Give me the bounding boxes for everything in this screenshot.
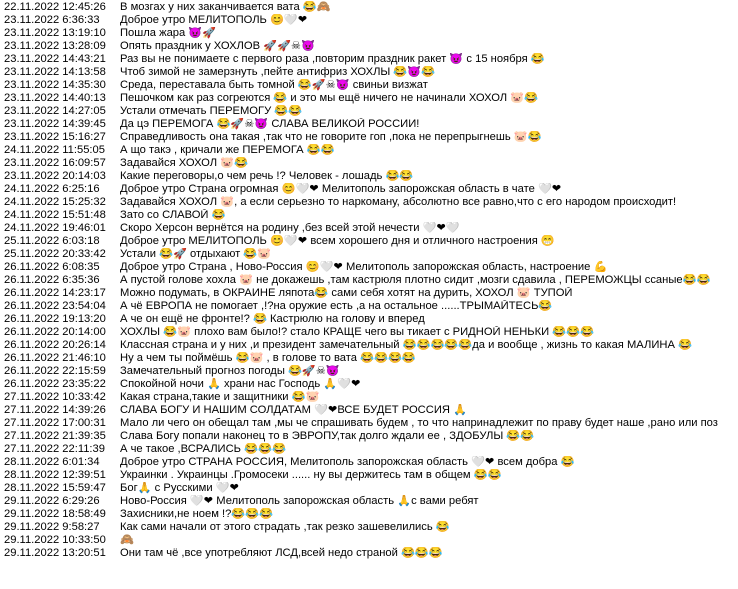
message-timestamp: 24.11.2022 19:46:01 bbox=[4, 222, 106, 234]
message-row bbox=[4, 144, 734, 157]
message-text: Задавайся ХОХОЛ 🐷, а если серьезно то наркоману, абсолютно все равно,что с его народом происходит! bbox=[120, 196, 677, 208]
message-row bbox=[4, 105, 734, 118]
message-text: Задавайся ХОХОЛ 🐷😂 bbox=[120, 157, 249, 169]
message-text: Бог🙏 с Русскими 🤍❤ bbox=[120, 482, 239, 494]
message-timestamp: 23.11.2022 14:35:30 bbox=[4, 79, 106, 91]
message-row bbox=[4, 53, 734, 66]
message-row bbox=[4, 352, 734, 365]
message-timestamp: 23.11.2022 15:16:27 bbox=[4, 131, 106, 143]
message-text: ХОХЛЫ 😂🐷 плохо вам было!? стало КРАЩЕ чего вы тикает с РИДНОЙ НЕНЬКИ 😂😂😂 bbox=[120, 326, 595, 338]
message-row bbox=[4, 404, 734, 417]
message-text: Доброе утро Страна , Ново-Россия 😊🤍❤ Мелитополь запорожская область, настроение 💪 bbox=[120, 261, 608, 273]
message-timestamp: 23.11.2022 13:28:09 bbox=[4, 40, 106, 52]
message-timestamp: 27.11.2022 14:39:26 bbox=[4, 404, 106, 416]
message-timestamp: 26.11.2022 22:15:59 bbox=[4, 365, 106, 377]
message-timestamp: 27.11.2022 22:11:39 bbox=[4, 443, 105, 455]
message-row bbox=[4, 287, 734, 300]
message-text: Раз вы не понимаете с первого раза ,повторим праздник ракет 😈 с 15 ноября 😂 bbox=[120, 53, 545, 65]
message-timestamp: 27.11.2022 17:00:31 bbox=[4, 417, 106, 429]
message-text: Опять праздник у ХОХЛОВ 🚀🚀☠😈 bbox=[120, 40, 315, 52]
message-text: Доброе утро МЕЛИТОПОЛЬ 😊🤍❤ всем хорошего дня и отличного настроения 😁 bbox=[120, 235, 555, 247]
message-row bbox=[4, 339, 734, 352]
message-text: 🙈 bbox=[120, 534, 134, 546]
message-row bbox=[4, 183, 734, 196]
message-timestamp: 27.11.2022 10:33:42 bbox=[4, 391, 106, 403]
message-timestamp: 27.11.2022 21:39:35 bbox=[4, 430, 106, 442]
message-text: СЛАВА БОГУ И НАШИМ СОЛДАТАМ 🤍❤ВСЕ БУДЕТ РОССИЯ 🙏 bbox=[120, 404, 467, 416]
message-text: Пешочком как раз согреются 😂 и это мы ещё ничего не начинали ХОХОЛ 🐷😂 bbox=[120, 92, 539, 104]
message-row bbox=[4, 456, 734, 469]
message-text: Зато со СЛАВОЙ 😂 bbox=[120, 209, 226, 221]
message-text: А чё ЕВРОПА не помогает ,!?на оружие есть ,а на остальное ......ТРЫМАЙТЕСЬ😂 bbox=[120, 300, 553, 312]
message-row bbox=[4, 508, 734, 521]
message-timestamp: 26.11.2022 6:35:36 bbox=[4, 274, 100, 286]
message-text: Ну а чем ты поймёшь 😂🐷 , в голове то вата 😂😂😂😂 bbox=[120, 352, 416, 364]
message-timestamp: 23.11.2022 20:14:03 bbox=[4, 170, 106, 182]
message-row bbox=[4, 40, 734, 53]
message-row bbox=[4, 248, 734, 261]
message-text: А пустой голове хохла 🐷 не докажешь ,там кастрюля плотно сидит ,мозги сдавила , ПЕРЕМОЖЦЫ ссаные😂😂 bbox=[120, 274, 711, 286]
message-timestamp: 24.11.2022 6:25:16 bbox=[4, 183, 100, 195]
message-row bbox=[4, 469, 734, 482]
message-row bbox=[4, 222, 734, 235]
message-row bbox=[4, 79, 734, 92]
message-timestamp: 23.11.2022 14:13:58 bbox=[4, 66, 106, 78]
message-row bbox=[4, 417, 734, 430]
message-timestamp: 26.11.2022 21:46:10 bbox=[4, 352, 106, 364]
message-text: Слава Богу попали наконец то в ЭВРОПУ,так долго ждали ее , ЗДОБУЛЫ 😂😂 bbox=[120, 430, 535, 442]
message-timestamp: 26.11.2022 23:35:22 bbox=[4, 378, 106, 390]
message-timestamp: 29.11.2022 13:20:51 bbox=[4, 547, 106, 559]
message-row bbox=[4, 482, 734, 495]
message-text: Доброе утро МЕЛИТОПОЛЬ 😊🤍❤ bbox=[120, 14, 308, 26]
message-text: Устали 😂🚀 отдыхают 😂🐷 bbox=[120, 248, 272, 260]
message-row bbox=[4, 430, 734, 443]
message-timestamp: 29.11.2022 6:29:26 bbox=[4, 495, 100, 507]
message-timestamp: 26.11.2022 20:14:00 bbox=[4, 326, 106, 338]
message-text: Мало ли чего он обещал там ,мы че спрашивать будем , то что напринадлежит по праву будет наше ,рано или поз bbox=[120, 417, 718, 429]
message-text: В мозгах у них заканчивается вата 😂🙈 bbox=[120, 1, 331, 13]
message-text: Среда, переставала быть томной 😂🚀☠😈 свиньи визжат bbox=[120, 79, 428, 91]
message-row bbox=[4, 66, 734, 79]
message-row bbox=[4, 118, 734, 131]
message-text: Замечательный прогноз погоды 😂🚀☠😈 bbox=[120, 365, 340, 377]
message-row bbox=[4, 209, 734, 222]
message-timestamp: 28.11.2022 12:39:51 bbox=[4, 469, 106, 481]
message-row bbox=[4, 274, 734, 287]
message-text: Какие переговоры,о чем речь !? Человек - лошадь 😂😂 bbox=[120, 170, 414, 182]
message-timestamp: 26.11.2022 19:13:20 bbox=[4, 313, 106, 325]
message-row bbox=[4, 521, 734, 534]
message-timestamp: 23.11.2022 14:40:13 bbox=[4, 92, 106, 104]
message-text: Справедливость она такая ,так что не говорите гоп ,пока не перепрыгнешь 🐷😂 bbox=[120, 131, 542, 143]
message-row bbox=[4, 443, 734, 456]
message-row bbox=[4, 365, 734, 378]
message-timestamp: 24.11.2022 15:25:32 bbox=[4, 196, 106, 208]
message-timestamp: 26.11.2022 23:54:04 bbox=[4, 300, 106, 312]
message-row bbox=[4, 92, 734, 105]
message-text: Да цэ ПЕРЕМОГА 😂🚀☠😈 СЛАВА ВЕЛИКОЙ РОССИИ! bbox=[120, 118, 420, 130]
message-row bbox=[4, 170, 734, 183]
message-timestamp: 26.11.2022 14:23:17 bbox=[4, 287, 106, 299]
message-timestamp: 26.11.2022 20:26:14 bbox=[4, 339, 106, 351]
message-timestamp: 23.11.2022 6:36:33 bbox=[4, 14, 100, 26]
message-timestamp: 26.11.2022 6:08:35 bbox=[4, 261, 100, 273]
message-text: А що такэ , кричали же ПЕРЕМОГА 😂😂 bbox=[120, 144, 335, 156]
message-timestamp: 23.11.2022 13:19:10 bbox=[4, 27, 106, 39]
message-timestamp: 24.11.2022 11:55:05 bbox=[4, 144, 105, 156]
message-text: Доброе утро Страна огромная 😊🤍❤ Мелитополь запорожская область в чате 🤍❤ bbox=[120, 183, 562, 195]
message-timestamp: 25.11.2022 6:03:18 bbox=[4, 235, 100, 247]
message-row bbox=[4, 495, 734, 508]
message-text: Спокойной ночи 🙏 храни нас Господь 🙏🤍❤ bbox=[120, 378, 361, 390]
message-row bbox=[4, 27, 734, 40]
message-row bbox=[4, 14, 734, 27]
message-text: Скоро Херсон вернётся на родину ,без всей этой нечести 🤍❤🤍 bbox=[120, 222, 460, 234]
message-row bbox=[4, 261, 734, 274]
message-row bbox=[4, 1, 734, 14]
message-row bbox=[4, 157, 734, 170]
message-timestamp: 28.11.2022 15:59:47 bbox=[4, 482, 106, 494]
message-text: Чтоб зимой не замерзнуть ,пейте антифриз ХОХЛЫ 😂😈😂 bbox=[120, 66, 436, 78]
message-text: Можно подумать, в ОКРАИНЕ ляпота😂 сами себя хотят на дурить, ХОХОЛ 🐷 ТУПОЙ bbox=[120, 287, 573, 299]
message-text: Захисники,не ноем !?😂😂😂 bbox=[120, 508, 274, 520]
message-timestamp: 29.11.2022 9:58:27 bbox=[4, 521, 100, 533]
message-row bbox=[4, 313, 734, 326]
message-log bbox=[4, 1, 734, 560]
message-text: Они там чё ,все употребляют ЛСД,всей недо страной 😂😂😂 bbox=[120, 547, 443, 559]
message-row bbox=[4, 378, 734, 391]
message-timestamp: 24.11.2022 15:51:48 bbox=[4, 209, 106, 221]
message-row bbox=[4, 235, 734, 248]
message-text: Устали отмечать ПЕРЕМОГУ 😂😂 bbox=[120, 105, 303, 117]
message-timestamp: 28.11.2022 6:01:34 bbox=[4, 456, 100, 468]
message-text: Доброе утро СТРАНА РОССИЯ, Мелитополь запорожская область 🤍❤ всем добра 😂 bbox=[120, 456, 575, 468]
message-row bbox=[4, 131, 734, 144]
message-row bbox=[4, 534, 734, 547]
message-timestamp: 25.11.2022 20:33:42 bbox=[4, 248, 106, 260]
message-text: Пошла жара 😈🚀 bbox=[120, 27, 217, 39]
message-timestamp: 23.11.2022 14:27:05 bbox=[4, 105, 106, 117]
message-timestamp: 29.11.2022 10:33:50 bbox=[4, 534, 106, 546]
message-timestamp: 23.11.2022 16:09:57 bbox=[4, 157, 106, 169]
message-text: Ново-Россия 🤍❤ Мелитополь запорожская область 🙏с вами ребят bbox=[120, 495, 479, 507]
message-text: Классная страна и у них ,и президент замечательный 😂😂😂😂😂да и вообще , жизнь то какая МАЛИНА 😂 bbox=[120, 339, 692, 351]
message-row bbox=[4, 547, 734, 560]
message-row bbox=[4, 326, 734, 339]
message-text: Украинки . Украинцы .Громосеки ...... ну вы держитесь там в общем 😂😂 bbox=[120, 469, 502, 481]
message-text: Как сами начали от этого страдать ,так резко зашевелились 😂 bbox=[120, 521, 450, 533]
message-text: Какая страна,такие и защитники 😂🐷 bbox=[120, 391, 320, 403]
message-row bbox=[4, 196, 734, 209]
message-row bbox=[4, 391, 734, 404]
message-timestamp: 22.11.2022 12:45:26 bbox=[4, 1, 106, 13]
message-text: А че он ещё не фронте!? 😂 Кастрюлю на голову и вперед bbox=[120, 313, 425, 325]
message-row bbox=[4, 300, 734, 313]
message-text: А че такое ,ВСРАЛИСЬ 😂😂😂 bbox=[120, 443, 286, 455]
message-timestamp: 29.11.2022 18:58:49 bbox=[4, 508, 106, 520]
message-timestamp: 23.11.2022 14:43:21 bbox=[4, 53, 106, 65]
message-timestamp: 23.11.2022 14:39:45 bbox=[4, 118, 106, 130]
